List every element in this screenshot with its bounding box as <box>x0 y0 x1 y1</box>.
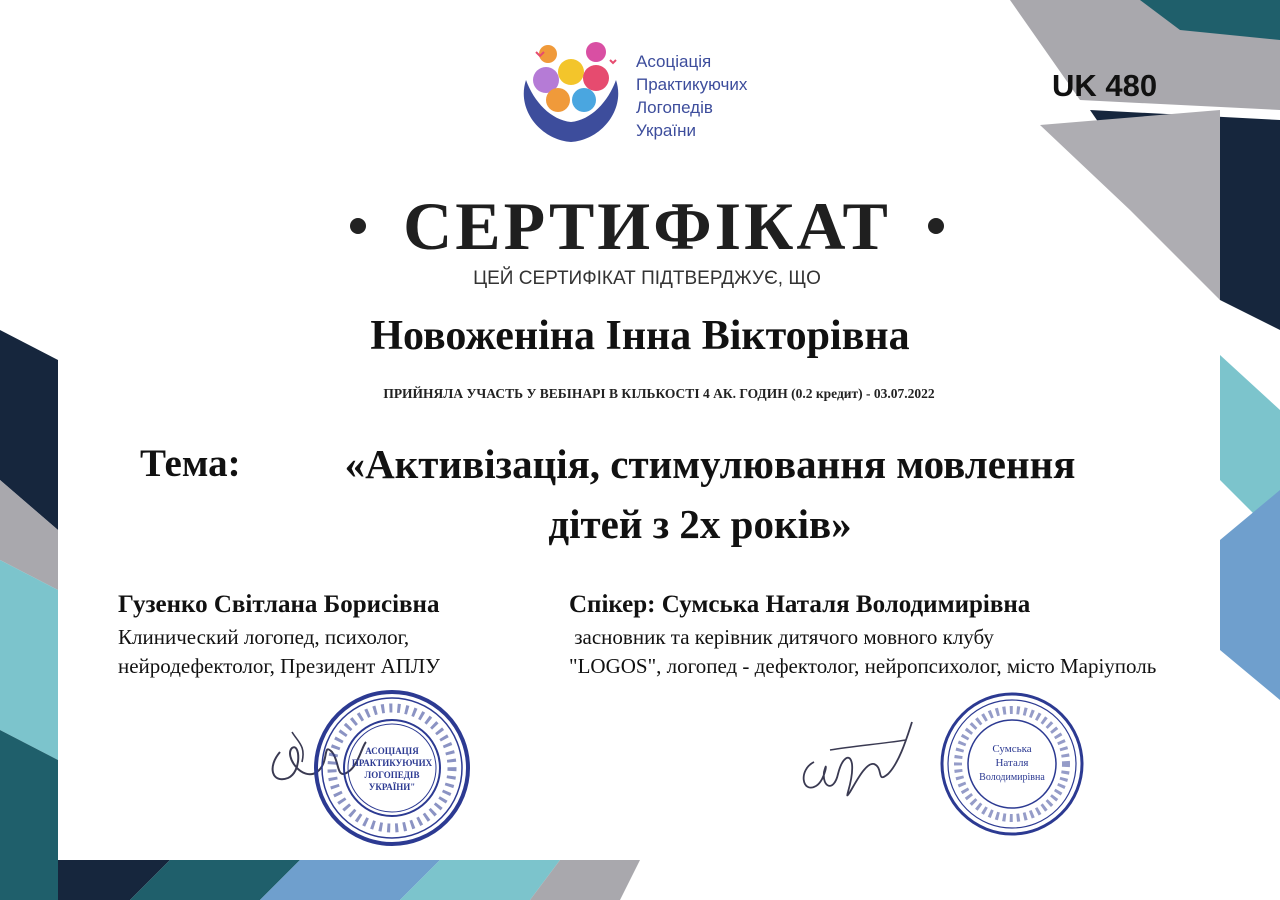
speaker-seal-text-line: Володимирівна <box>979 772 1045 783</box>
organization-name-line: Практикуючих <box>636 75 748 94</box>
speaker-seal-icon <box>938 690 1086 838</box>
speaker-signature-icon <box>794 712 924 812</box>
topic-title-line: «Активізація, стимулювання мовлення <box>344 441 1076 487</box>
president-description-line: Клинический логопед, психолог, <box>118 625 410 649</box>
speech-bubbles-hands-logo-icon <box>516 40 626 148</box>
speaker-seal-text-line: Наталя <box>995 757 1029 769</box>
left-aqua-shape <box>0 560 58 760</box>
speaker-description-line: "LOGOS", логопед - дефектолог, нейропсихолог, місто Маріуполь <box>569 654 1157 678</box>
certificate-title-row <box>350 186 944 266</box>
right-blue-shape <box>1220 490 1280 700</box>
speaker-seal-text-line: Сумська <box>992 743 1032 755</box>
certificate-number: UK 480 <box>1052 68 1158 103</box>
president-description-line: нейродефектолог, Президент АПЛУ <box>118 654 441 678</box>
left-teal-shape <box>0 730 58 900</box>
organization-name-line: Логопедів <box>636 98 713 117</box>
org-seal-text-line: ЛОГОПЕДІВ <box>364 770 420 780</box>
topic-title-line: дітей з 2х років» <box>548 501 852 547</box>
org-seal-text-line: ПРАКТИКУЮЧИХ <box>351 758 433 768</box>
topic-label: Тема: <box>140 442 241 485</box>
org-seal-text-line: АСОЦІАЦІЯ <box>365 746 419 756</box>
organization-seal-icon <box>312 688 472 848</box>
speaker-description-line: засновник та керівник дитячого мовного клубу <box>569 625 994 649</box>
organization-name-line: Асоціація <box>636 52 712 71</box>
organization-name <box>636 50 806 142</box>
recipient-name: Новоженіна Інна Вікторівна <box>370 313 910 359</box>
org-seal-text-line: УКРАЇНИ" <box>368 782 416 792</box>
organization-name-line: України <box>636 121 696 140</box>
president-name: Гузенко Світлана Борисівна <box>118 591 440 618</box>
certificate-subtitle: ЦЕЙ СЕРТИФІКАТ ПІДТВЕРДЖУЄ, ЩО <box>473 268 821 289</box>
speaker-name: Спікер: Сумська Наталя Володимирівна <box>569 591 1031 618</box>
certificate-title: СЕРТИФІКАТ <box>403 188 891 264</box>
title-bullet-left <box>350 218 366 234</box>
title-bullet-right <box>928 218 944 234</box>
participation-statement: ПРИЙНЯЛА УЧАСТЬ У ВЕБІНАРІ В КІЛЬКОСТІ 4 АК. ГОДИН (0.2 кредит) - 03.07.2022 <box>383 386 935 401</box>
